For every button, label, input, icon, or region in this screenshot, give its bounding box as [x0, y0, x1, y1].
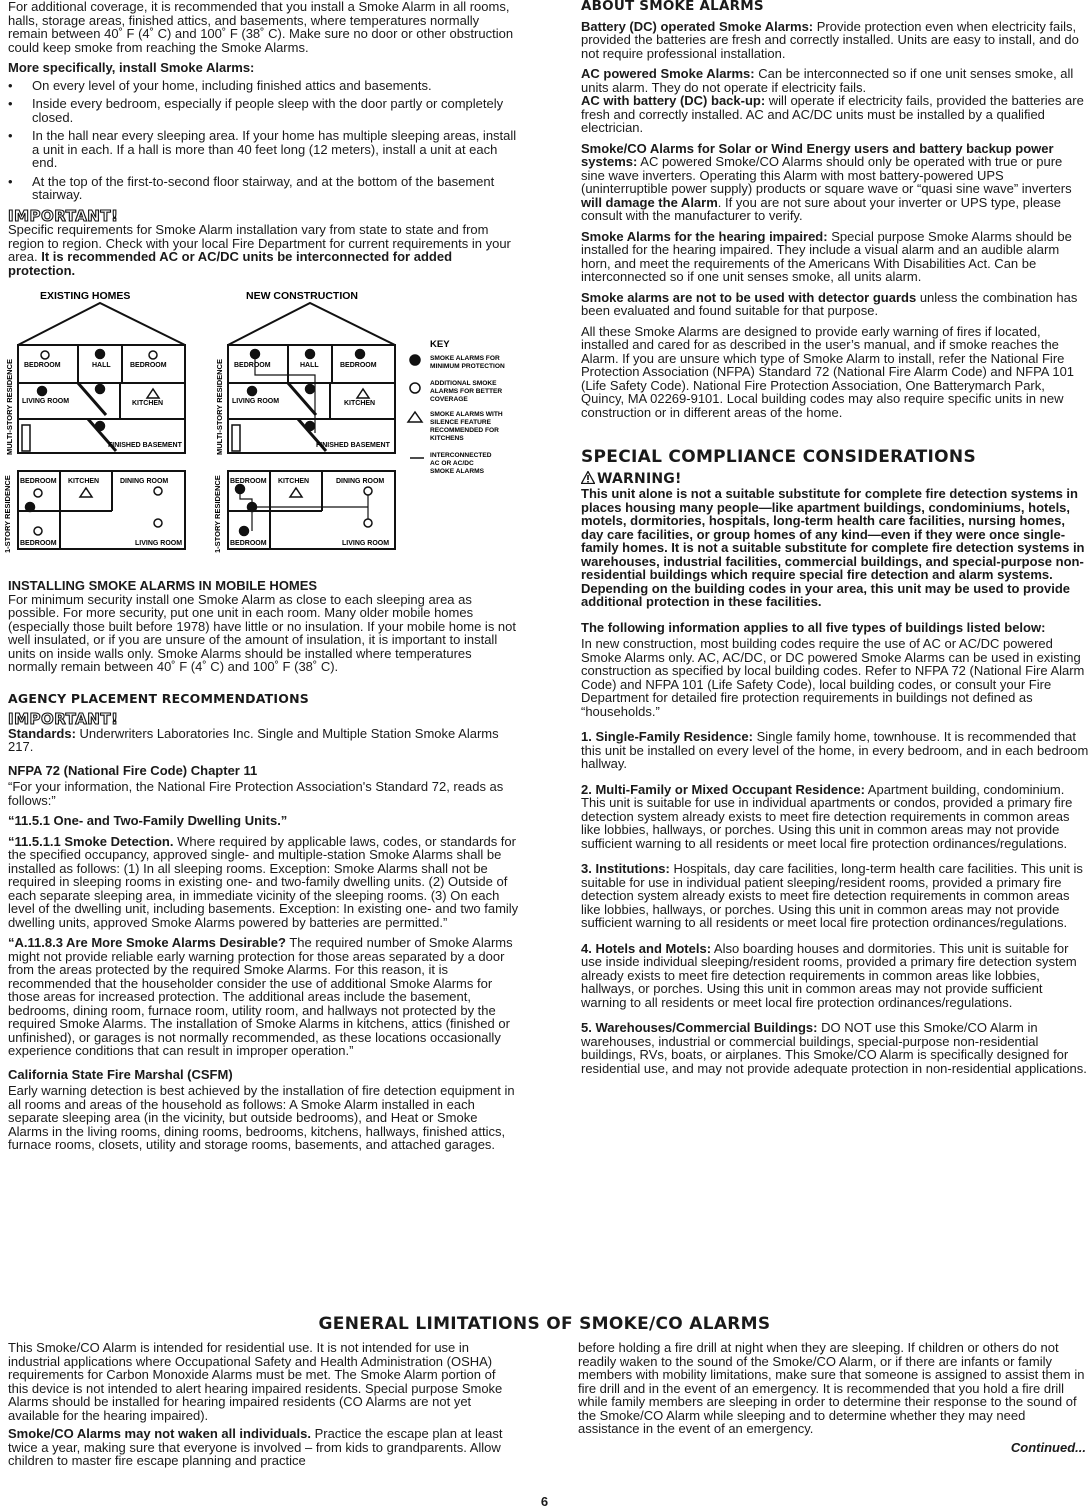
room-label: LIVING ROOM — [342, 540, 390, 547]
nfpa-heading: NFPA 72 (National Fire Code) Chapter 11 — [8, 762, 258, 778]
silence-alarm-icon — [408, 412, 422, 422]
multi-story-label: MULTI-STORY RESIDENCE — [215, 359, 224, 455]
nfpa-11511-text: Where required by applicable laws, codes, or standards for the specified occupancy, approved single- and multiple-station Smoke Alarms shall be installed as follows: (1) In all sleeping rooms. Exception: Smoke Alarms shall not be required in sleeping rooms in existing one- and two-family dwelling units. (2) Outside of each separate sleeping area, in immediate vicinity of the sleeping rooms. (3) On each level of the dwelling unit, including basements. Exception: In existing one- and two family dwelling units, approved Smoke Alarms powered by batteries are permitted.” — [8, 833, 519, 930]
silence-alarm-icon — [80, 488, 92, 497]
important-bold-text: It is recommended AC or AC/DC units be interconnected for added protection. — [8, 249, 453, 278]
additional-alarm-icon — [154, 487, 162, 495]
ac-label: AC powered Smoke Alarms: — [581, 66, 755, 81]
room-label: HALL — [300, 362, 319, 369]
agency-heading: AGENCY PLACEMENT RECOMMENDATIONS — [8, 690, 309, 706]
room-label: FINISHED BASEMENT — [108, 442, 182, 449]
list-item: • Inside every bedroom, especially if people sleep with the door partly or completely closed. — [8, 97, 520, 124]
room-label: BEDROOM — [234, 362, 271, 369]
solar-paragraph — [581, 142, 1089, 223]
silence-alarm-icon — [290, 488, 302, 497]
mobile-heading: INSTALLING SMOKE ALARMS IN MOBILE HOMES — [8, 578, 318, 593]
building-type-text: DO NOT use this Smoke/CO Alarm in warehouses, industrial or commercial buildings, special-purpose non-residential buildings, RVs, boats, or airplanes. This Smoke/CO Alarm is specifically designed for residential use, and may not provide adequate protection in non-residential applications. — [581, 1020, 1087, 1076]
additional-alarm-icon — [34, 527, 42, 535]
general-p2-label: Smoke/CO Alarms may not waken all individuals. — [8, 1426, 311, 1441]
acdc-paragraph — [581, 94, 1089, 135]
additional-alarm-icon — [149, 351, 157, 359]
list-item: • In the hall near every sleeping area. If your home has multiple sleeping areas, install a unit in each. If a hall is more than 40 feet long (12 meters), install a unit at each end. — [8, 129, 520, 170]
room-label: BEDROOM — [230, 478, 267, 485]
building-type-label: 4. Hotels and Motels: — [581, 940, 712, 956]
key-entry-silence: SMOKE ALARMS WITH SILENCE FEATURE RECOMMENDED FOR KITCHENS — [430, 411, 503, 442]
room-label: KITCHEN — [132, 400, 164, 407]
general-left-column — [8, 1341, 518, 1473]
battery-text: Provide protection even when electricity fails, provided the batteries are fresh and correctly installed. Units are easy to install, and do not require professional installation. — [581, 18, 1079, 61]
minimum-alarm-icon — [96, 422, 105, 431]
important-paragraph — [8, 223, 520, 277]
one-story-label: 1-STORY RESIDENCE — [213, 475, 222, 553]
additional-alarm-icon — [41, 351, 49, 359]
room-label: BEDROOM — [230, 540, 267, 547]
nfpa-quote: “For your information, the National Fire Protection Association's Standard 72, reads as follows:” — [8, 779, 504, 808]
building-type-5 — [581, 1021, 1089, 1075]
about-heading: ABOUT SMOKE ALARMS — [581, 0, 764, 14]
additional-alarm-icon — [364, 519, 372, 527]
general-paragraph-3: before holding a fire drill at night when they are sleeping. If children or others do not readily waken to the sound of the Smoke/CO Alarm, or if there are infants or family members with mobility limitations, make sure that someone is assigned to assist them in fire drill and in the event of an emergency. It is recommended that you hold a fire drill while family members are sleeping in order to determine their response to the sound of the Smoke/CO Alarm while sleeping and to determine whether they may need assistance in the event of an emergency. — [578, 1340, 1085, 1436]
key-entry-interconnected: INTERCONNECTED AC OR AC/DC SMOKE ALARMS — [430, 452, 492, 475]
building-type-label: 5. Warehouses/Commercial Buildings: — [581, 1020, 818, 1035]
minimum-alarm-icon — [306, 385, 315, 394]
solar-text-2: . If you are not sure about your inverter or UPS type, please consult with the manufacturer to verify. — [581, 194, 1062, 223]
placement-diagram — [0, 285, 520, 565]
special-compliance-heading: SPECIAL COMPLIANCE CONSIDERATIONS — [581, 447, 976, 467]
csfm-paragraph: Early warning detection is best achieved by the installation of fire detection equipment in all rooms and areas of the household as follows: A Smoke Alarm installed in each separate sleeping area (in the vicinity, but outside bedrooms), and Heat or Smoke Alarms in the living rooms, dining rooms, bedrooms, kitchens, hallways, finished attics, furnace rooms, closets, utility and storage rooms, basements, and attached garages. — [8, 1083, 515, 1152]
minimum-alarm-icon — [251, 350, 260, 359]
building-type-text: Hospitals, day care facilities, long-term health care facilities. This unit is suitable for use in individual patient sleeping/resident rooms, provided a primary fire detection system already exists to meet fire detection requirements in common areas like lobbies, hallways, or porches. Using this unit in common areas may not provide sufficient warning to all residents or meet local fire protection ordinances/regulations. — [581, 861, 1083, 930]
warning-heading — [581, 471, 1089, 487]
list-item: • At the top of the first-to-second floor stairway, and at the bottom of the basement stairway. — [8, 175, 520, 202]
solar-bold: will damage the Alarm — [581, 194, 718, 210]
all-these-paragraph: All these Smoke Alarms are designed to provide early warning of fires if located, installed and cared for as described in the user’s manual, and if smoke reaches the Alarm. If you are unsure which type of Smoke Alarm to install, refer the National Fire Protection Association (NFPA) Standard 72 (National Fire Alarm Code) and NFPA 101 (Life Safety Code). National Fire Protection Association, One Batterymarch Park, Quincy, MA 02269-9101. Local building codes may also require specific units in new construction or in different areas of the home. — [581, 323, 1075, 420]
building-type-3 — [581, 862, 1089, 930]
mobile-paragraph: For minimum security install one Smoke Alarm as close to each sleeping area as possible. For more security, put one unit in each room. Many older mobile homes (especially those built before 1978) have little or no insulation. If your mobile home is not well insulated, or if you are unsure of the amount of insulation, it is important to install units on inside walls only. Smoke Alarms should be installed where temperatures normally remain between 40˚ F (4˚ C) and 100˚ F (38˚ C). — [8, 591, 517, 674]
room-label: BEDROOM — [340, 362, 377, 369]
acdc-text: will operate if electricity fails, provided the batteries are fresh and correctly installed. AC and AC/DC units must be installed by a qualified electrician. — [581, 93, 1084, 135]
general-paragraph-1: This Smoke/CO Alarm is intended for residential use. It is not intended for use in industrial applications where Occupational Safety and Health Administration (OSHA) requirements for Carbon Monoxide Alarms must be met. The Smoke Alarm portion of this device is not intended to alert hearing impaired residents. Special purpose Smoke Alarms should be installed for hearing impaired residents (CO Alarms are not yet available for the hearing impaired). — [8, 1340, 503, 1423]
silence-alarm-icon — [147, 389, 159, 398]
battery-label: Battery (DC) operated Smoke Alarms: — [581, 18, 814, 34]
hearing-text: Special purpose Smoke Alarms should be installed for the hearing impaired. They include a visual alarm and an audible alarm horn, and meet the requirements of the Americans With Disabilities Act. Can be interconnected so if one unit senses smoke, all units alarm. — [581, 228, 1072, 284]
csfm-heading: California State Fire Marshal (CSFM) — [8, 1066, 233, 1082]
important-heading-2: IMPORTANT! — [8, 710, 119, 728]
building-type-label: 2. Multi-Family or Mixed Occupant Residence: — [581, 781, 865, 797]
placement-list — [8, 79, 520, 202]
standards-label: Standards: — [8, 725, 76, 741]
room-label: LIVING ROOM — [22, 398, 70, 405]
existing-homes-title: EXISTING HOMES — [40, 290, 131, 302]
minimum-alarm-icon — [236, 485, 245, 494]
room-label: LIVING ROOM — [232, 398, 280, 405]
a1183-text: The required number of Smoke Alarms might not provide reliable early warning protection for those areas separated by a door from the areas protected by the required Smoke Alarms. For this reason, it is recommended that the householder consider the use of additional Smoke Alarms for those areas for increased protection. The additional areas include the basement, bedrooms, dining room, furnace room, utility room, and hallways not protected by the required Smoke Alarms. The installation of Smoke Alarms in kitchens, attics (finished or unfinished), or garages is not normally recommended, as these locations occasionally experience conditions that can result in improper operation.” — [8, 935, 513, 1058]
building-type-label: 3. Institutions: — [581, 861, 670, 876]
guards-paragraph — [581, 291, 1089, 318]
left-column — [3, 0, 520, 1159]
specific-heading: More specifically, install Smoke Alarms: — [8, 60, 255, 75]
room-label: BEDROOM — [20, 478, 57, 485]
room-label: LIVING ROOM — [135, 540, 183, 547]
key-title: KEY — [430, 339, 450, 350]
room-label: FINISHED BASEMENT — [316, 442, 390, 449]
room-label: DINING ROOM — [336, 478, 385, 485]
a1183-label: “A.11.8.3 Are More Smoke Alarms Desirable? — [8, 935, 286, 950]
new-construction-title: NEW CONSTRUCTION — [246, 290, 358, 302]
battery-paragraph — [581, 20, 1089, 61]
room-label: BEDROOM — [20, 540, 57, 547]
hearing-paragraph — [581, 230, 1089, 284]
general-right-column — [578, 1341, 1086, 1459]
nfpa-11511-paragraph — [8, 835, 520, 930]
guards-text: unless the combination has been evaluated and found suitable for that purpose. — [581, 289, 1078, 318]
minimum-alarm-icon — [240, 527, 249, 536]
building-type-label: 1. Single-Family Residence: — [581, 729, 753, 744]
multi-story-label: MULTI-STORY RESIDENCE — [5, 359, 14, 455]
important-heading: IMPORTANT! — [8, 206, 119, 225]
one-story-label: 1-STORY RESIDENCE — [3, 475, 12, 553]
continued-label: Continued... — [1010, 1439, 1086, 1455]
intro-paragraph: For additional coverage, it is recommended that you install a Smoke Alarm in all rooms, halls, storage areas, finished attics, and basements, where temperatures normally remain between 40˚ F (4˚ C) and 100˚ F (38˚ C). Make sure no door or other obstruction could keep smoke from reaching the Smoke Alarms. — [8, 0, 514, 55]
building-type-4 — [581, 942, 1089, 1010]
minimum-alarm-icon — [248, 503, 257, 512]
building-type-text: Single family home, townhouse. It is recommended that this unit be installed on every level of the home, in every bedroom, and in each bedroom hallway. — [581, 729, 1089, 771]
additional-alarm-icon — [410, 383, 420, 393]
additional-alarm-icon — [34, 489, 42, 497]
general-limitations-heading: GENERAL LIMITATIONS OF SMOKE/CO ALARMS — [318, 1314, 771, 1334]
minimum-alarm-icon — [96, 385, 105, 394]
key-entries — [430, 355, 505, 475]
minimum-alarm-icon — [306, 422, 315, 431]
standards-paragraph — [8, 727, 520, 754]
building-type-2 — [581, 783, 1089, 851]
minimum-alarm-icon — [248, 387, 257, 396]
five-types-heading: The following information applies to all five types of buildings listed below: — [581, 619, 1046, 635]
room-label: KITCHEN — [344, 400, 376, 407]
key-entry-additional: ADDITIONAL SMOKE ALARMS FOR BETTER COVERAGE — [430, 380, 503, 403]
general-paragraph-2 — [8, 1427, 518, 1468]
additional-alarm-icon — [154, 519, 162, 527]
hearing-label: Smoke Alarms for the hearing impaired: — [581, 228, 828, 244]
solar-label: Smoke/CO Alarms for Solar or Wind Energy users and battery backup power systems: — [581, 140, 1054, 169]
key-entry-minimum: SMOKE ALARMS FOR MINIMUM PROTECTION — [430, 355, 505, 370]
standards-text: Underwriters Laboratories Inc. Single and Multiple Station Smoke Alarms 217. — [8, 725, 499, 754]
room-label: KITCHEN — [68, 478, 100, 485]
solar-text-1: AC powered Smoke/CO Alarms should only be operated with true or pure sine wave inverters. Operating this Alarm with most battery-powered UPS (uninterruptible power supply) products or square wave or “quasi sine wave” inverters — [581, 154, 1072, 196]
minimum-alarm-icon — [356, 350, 365, 359]
room-label: HALL — [92, 362, 111, 369]
room-label: BEDROOM — [24, 362, 61, 369]
right-column — [581, 0, 1089, 1082]
five-types-paragraph: In new construction, most building codes require the use of AC or AC/DC powered Smoke Alarms only. AC, AC/DC, or DC powered Smoke Alarms can be used in existing construction as specified by local building codes. Refer to NFPA 72 (National Fire Alarm Code) and NFPA 101 (Life Safety Code), local building codes, or consult your Fire Department for detailed fire protection requirements in buildings not defined as “households.” — [581, 636, 1085, 719]
a1183-paragraph — [8, 936, 520, 1058]
warning-paragraph: This unit alone is not a suitable substitute for complete fire detection systems in places housing many people—like apartment buildings, condominiums, hotels, motels, dormitories, hospitals, long-term health care facilities, nursing homes, day care facilities, or group homes of any kind—even if they were once single-family homes. It is not a suitable substitute for complete fire detection systems in warehouses, industrial facilities, commercial buildings, and special-purpose non-residential buildings which require special fire detection and alarm systems. Depending on the building codes in your area, this unit may be used to provide additional protection in these facilities. — [581, 486, 1085, 609]
acdc-label: AC with battery (DC) back-up: — [581, 93, 766, 108]
general-p2-text: Practice the escape plan at least twice a year, making sure that everyone is involved – from kids to grandparents. Allow children to master fire escape planning and practice — [8, 1426, 503, 1468]
ac-paragraph — [581, 67, 1089, 94]
minimum-alarm-icon — [306, 350, 315, 359]
minimum-alarm-icon — [26, 503, 35, 512]
silence-alarm-icon — [357, 389, 369, 398]
guards-label: Smoke alarms are not to be used with detector guards — [581, 289, 917, 305]
nfpa-1151: “11.5.1 One- and Two-Family Dwelling Units.” — [8, 813, 288, 828]
room-label: BEDROOM — [130, 362, 167, 369]
room-label: KITCHEN — [278, 478, 310, 485]
building-type-text: Also boarding houses and dormitories. This unit is suitable for use inside individual sleeping/resident rooms, provided a primary fire detection system already exists to meet fire detection requirements in common areas like lobbies, hallways, or porches. Using this unit in common areas may not provide sufficient warning to all residents or meet local fire protection ordinances/regulations. — [581, 940, 1077, 1010]
room-label: DINING ROOM — [120, 478, 169, 485]
building-type-1 — [581, 730, 1089, 771]
nfpa-11511-label: “11.5.1.1 Smoke Detection. — [8, 833, 174, 849]
page-number: 6 — [540, 1494, 549, 1509]
minimum-alarm-icon — [410, 355, 420, 365]
diagram-svg — [0, 285, 525, 565]
minimum-alarm-icon — [96, 350, 105, 359]
important-text: Specific requirements for Smoke Alarm installation vary from state to state and from region to region. Check with your local Fire Department for current requirements in your area. — [8, 222, 511, 264]
minimum-alarm-icon — [38, 387, 47, 396]
building-type-text: Apartment building, condominium. This unit is suitable for use in individual apartments or condos, provided a primary fire detection system already exists to meet fire detection requirements in common areas like lobbies, hallways, or porches. Using this unit in common areas may not provide sufficient warning to all residents or meet local fire protection ordinances/regulations. — [581, 781, 1073, 851]
additional-alarm-icon — [364, 487, 372, 495]
warning-icon — [581, 471, 595, 484]
ac-text: Can be interconnected so if one unit senses smoke, all units alarm. They do not operate if electricity fails. — [581, 66, 1074, 95]
list-item: • On every level of your home, including finished attics and basements. — [8, 79, 520, 93]
warning-title: WARNING! — [597, 470, 682, 487]
